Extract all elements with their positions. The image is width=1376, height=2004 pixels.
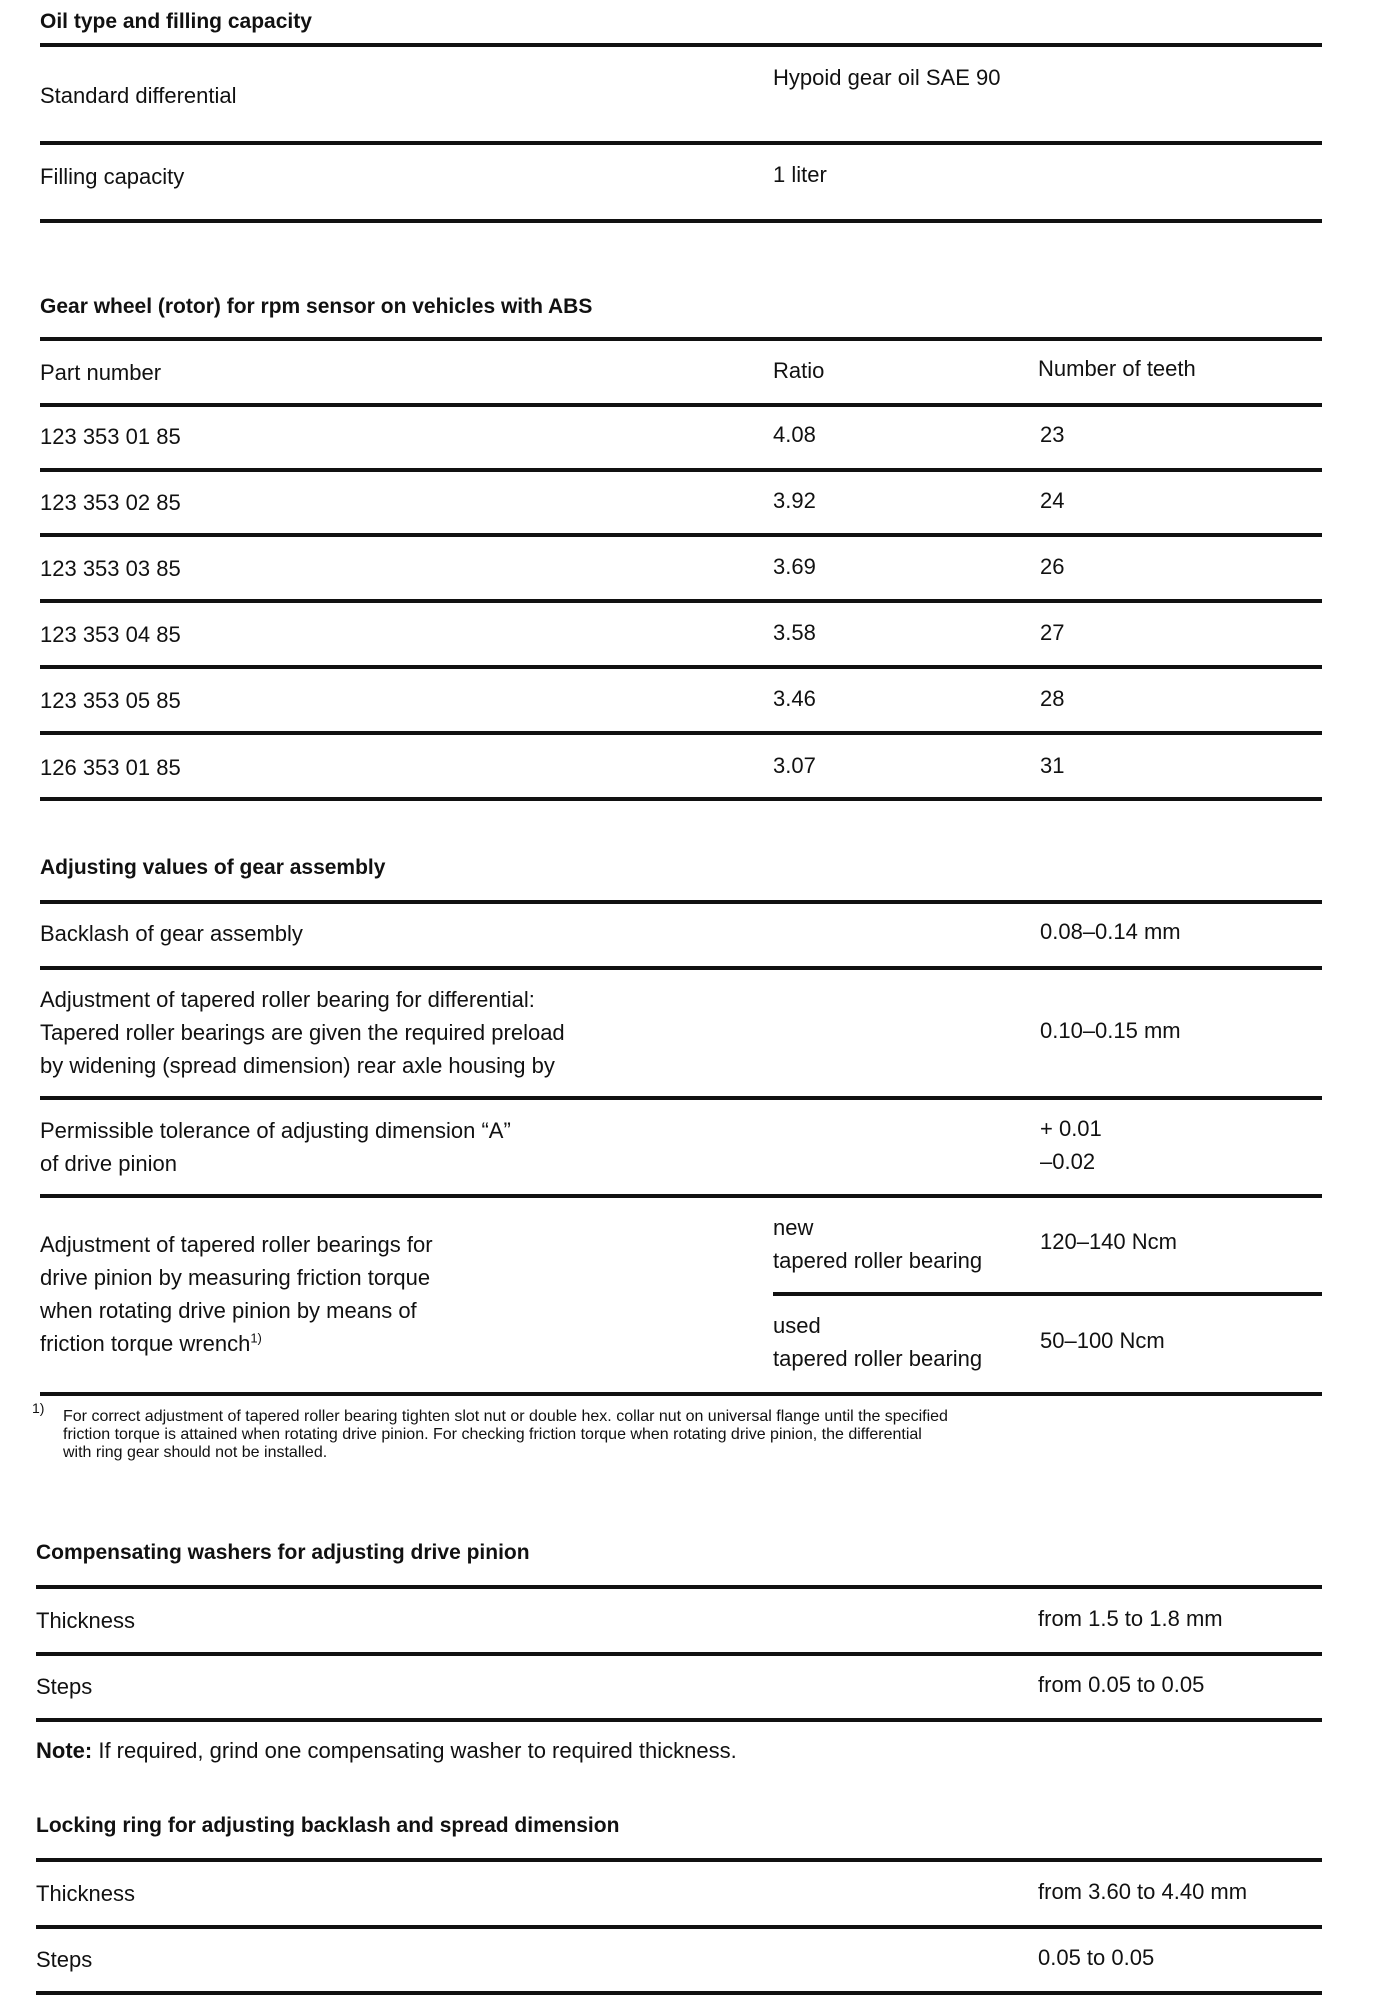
table-cell-part: 123 353 02 85 <box>40 490 181 515</box>
table-cell-part: 123 353 05 85 <box>40 688 181 713</box>
footnote-line: friction torque is attained when rotating drive pinion. For checking friction torque when rotating drive pinion, the differential <box>63 1426 922 1443</box>
washers-steps-label: Steps <box>36 1674 93 1699</box>
friction-line: Adjustment of tapered roller bearings for <box>40 1232 433 1257</box>
ring-steps-label: Steps <box>36 1947 93 1972</box>
divider <box>40 141 1322 145</box>
ring-heading: Locking ring for adjusting backlash and spread dimension <box>36 1814 620 1837</box>
divider <box>40 1194 1322 1198</box>
note <box>36 1734 737 1767</box>
table-cell-ratio: 3.92 <box>773 488 816 513</box>
table-cell-teeth: 31 <box>1040 753 1065 778</box>
footnote-mark: 1) <box>32 1400 45 1416</box>
washers-thickness-label: Thickness <box>36 1608 136 1633</box>
footnote-ref: 1) <box>250 1330 262 1346</box>
table-cell-teeth: 26 <box>1040 554 1065 579</box>
divider <box>40 219 1322 223</box>
rotor-heading: Gear wheel (rotor) for rpm sensor on vehicles with ABS <box>40 295 593 318</box>
table-cell-teeth: 24 <box>1040 488 1065 513</box>
new-bearing-label: new <box>773 1215 814 1240</box>
table-cell-part: 126 353 01 85 <box>40 755 181 780</box>
tolerance-line: of drive pinion <box>40 1151 177 1176</box>
tolerance-minus: –0.02 <box>1040 1149 1096 1174</box>
table-cell-ratio: 3.69 <box>773 554 816 579</box>
used-bearing-label: used <box>773 1313 821 1338</box>
table-cell-ratio: 3.46 <box>773 686 816 711</box>
table-cell-ratio: 3.07 <box>773 753 816 778</box>
footnote-line: For correct adjustment of tapered roller bearing tighten slot nut or double hex. collar nut on universal flange until the specified <box>63 1408 948 1425</box>
tolerance-line: Permissible tolerance of adjusting dimension “A” <box>40 1118 511 1143</box>
backlash-label: Backlash of gear assembly <box>40 921 303 946</box>
table-cell-part: 123 353 04 85 <box>40 622 181 647</box>
used-bearing-label: tapered roller bearing <box>773 1346 983 1371</box>
divider <box>40 665 1322 669</box>
oil-row-value: 1 liter <box>773 162 827 187</box>
divider <box>36 1718 1322 1722</box>
note-label: Note: <box>36 1738 93 1763</box>
divider <box>40 599 1322 603</box>
ring-thickness-label: Thickness <box>36 1881 136 1906</box>
new-bearing-value: 120–140 Ncm <box>1040 1229 1177 1254</box>
divider <box>40 403 1322 407</box>
ring-thickness-value: from 3.60 to 4.40 mm <box>1038 1879 1248 1904</box>
table-cell-part: 123 353 01 85 <box>40 424 181 449</box>
used-bearing-value: 50–100 Ncm <box>1040 1328 1165 1353</box>
washers-heading: Compensating washers for adjusting drive pinion <box>36 1541 530 1564</box>
column-header-ratio: Ratio <box>773 358 825 383</box>
divider <box>40 43 1322 47</box>
divider <box>36 1858 1322 1862</box>
divider <box>36 1925 1322 1929</box>
new-bearing-label: tapered roller bearing <box>773 1248 983 1273</box>
oil-row-label: Filling capacity <box>40 164 185 189</box>
friction-line: friction torque wrench <box>40 1331 251 1356</box>
spread-line: by widening (spread dimension) rear axle housing by <box>40 1053 555 1078</box>
divider <box>36 1652 1322 1656</box>
ring-steps-value: 0.05 to 0.05 <box>1038 1945 1155 1970</box>
column-header-teeth: Number of teeth <box>1038 356 1196 381</box>
friction-line: when rotating drive pinion by means of <box>40 1298 417 1323</box>
table-cell-part: 123 353 03 85 <box>40 556 181 581</box>
divider <box>40 966 1322 970</box>
divider <box>40 1096 1322 1100</box>
washers-thickness-value: from 1.5 to 1.8 mm <box>1038 1606 1223 1631</box>
divider <box>36 1991 1322 1995</box>
washers-steps-value: from 0.05 to 0.05 <box>1038 1672 1205 1697</box>
divider <box>40 337 1322 341</box>
table-cell-ratio: 4.08 <box>773 422 816 447</box>
divider <box>40 797 1322 801</box>
column-header-part-number: Part number <box>40 360 162 385</box>
divider <box>40 468 1322 472</box>
divider <box>40 900 1322 904</box>
divider <box>36 1585 1322 1589</box>
oil-row-value: Hypoid gear oil SAE 90 <box>773 65 1001 90</box>
table-cell-teeth: 27 <box>1040 620 1065 645</box>
backlash-value: 0.08–0.14 mm <box>1040 919 1181 944</box>
table-cell-teeth: 28 <box>1040 686 1065 711</box>
tolerance-plus: + 0.01 <box>1040 1116 1102 1141</box>
friction-line: drive pinion by measuring friction torque <box>40 1265 431 1290</box>
spread-line: Adjustment of tapered roller bearing for differential: <box>40 987 535 1012</box>
spread-line: Tapered roller bearings are given the required preload <box>40 1020 565 1045</box>
divider <box>40 1392 1322 1396</box>
divider <box>40 533 1322 537</box>
table-cell-teeth: 23 <box>1040 422 1065 447</box>
note-text: If required, grind one compensating washer to required thickness. <box>98 1738 737 1763</box>
adjusting-heading: Adjusting values of gear assembly <box>40 856 386 879</box>
table-cell-ratio: 3.58 <box>773 620 816 645</box>
divider <box>773 1292 1322 1296</box>
divider <box>40 731 1322 735</box>
oil-row-label: Standard differential <box>40 83 237 108</box>
friction-line-last <box>40 1327 262 1360</box>
oil-heading: Oil type and filling capacity <box>40 10 312 33</box>
spread-value: 0.10–0.15 mm <box>1040 1018 1181 1043</box>
footnote-line: with ring gear should not be installed. <box>63 1444 328 1461</box>
